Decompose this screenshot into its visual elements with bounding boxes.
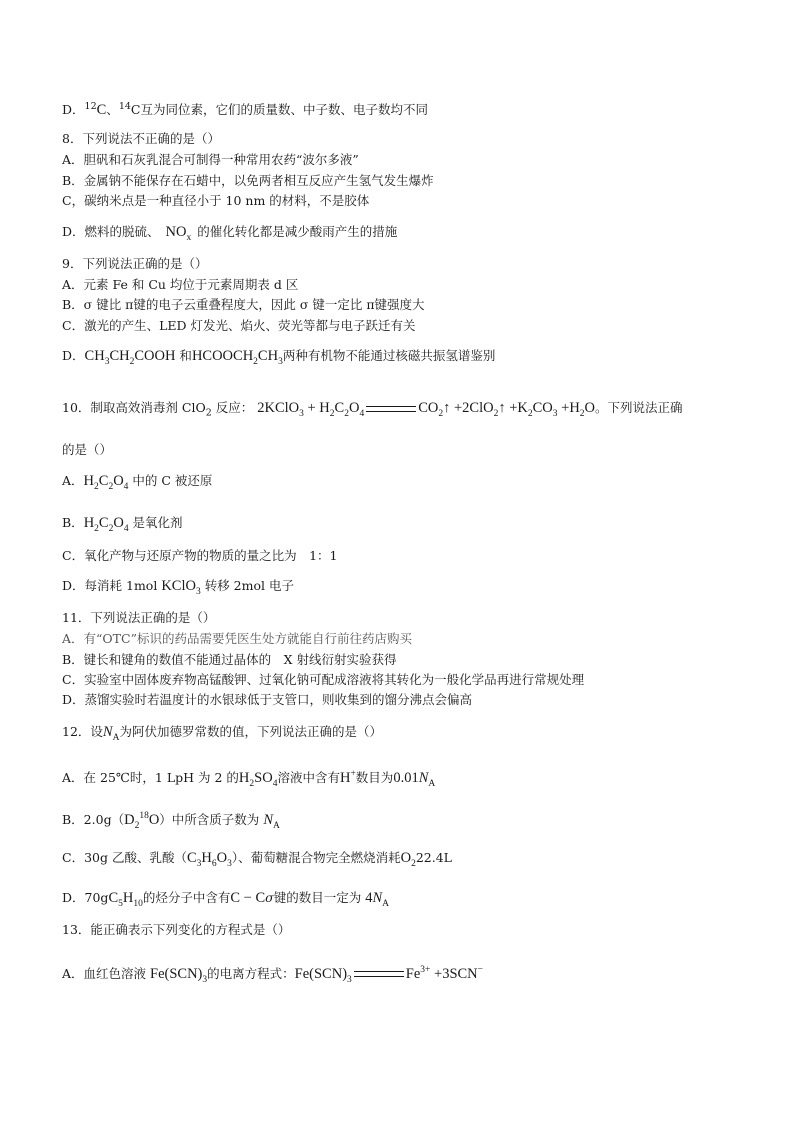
option-11c: C．实验室中固体废弃物高锰酸钾、过氧化钠可配成溶液将其转化为一般化学品再进行常规处理 <box>62 672 585 687</box>
question-8: 8．下列说法不正确的是（） <box>62 131 220 146</box>
option-8c: C，碳纳米点是一种直径小于 10 nm 的材料，不是胶体 <box>62 193 370 208</box>
option-12d: D．$70gC_5H_{10}$的烃分子中含有C − Cσ键的数目一定为 $4N_A$ <box>62 890 389 909</box>
option-11a: A．有“OTC”标识的药品需要凭医生处方就能自行前往药店购买 <box>62 631 412 646</box>
question-10: 10．制取高效消毒剂 ClO$_2$ 反应： 2KClO$_3$ + $H_2C_2O_4$ $CO_2↑$ +2ClO$_2$↑ $+K_2CO_3 +H_2O$。下列说法正确 <box>62 400 683 419</box>
option-8a: A．胆矾和石灰乳混合可制得一种常用农药“波尔多液” <box>62 152 359 167</box>
question-13: 13．能正确表示下列变化的方程式是（） <box>62 922 291 937</box>
option-10b: B．$H_2C_2O_4$ 是氧化剂 <box>62 515 183 534</box>
option-9c: C．激光的产生、LED 灯发光、焰火、荧光等都与电子跃迁有关 <box>62 318 416 333</box>
option-9a: A．元素 Fe 和 Cu 均位于元素周期表 d 区 <box>62 277 299 292</box>
equals-sign <box>366 406 416 412</box>
question-11: 11．下列说法正确的是（） <box>62 610 216 625</box>
question-9: 9．下列说法正确的是（） <box>62 256 208 271</box>
question-10-continued: 的是（） <box>62 442 113 457</box>
option-10d: D．每消耗 1mol KClO$_3$ 转移 2mol 电子 <box>62 578 294 597</box>
option-7d: D．$^{12}$C、$^{14}$C互为同位素，它们的质量数、中子数、电子数均不同 <box>62 101 428 119</box>
option-9b: B．σ 键比 π键的电子云重叠程度大，因此 σ 键一定比 π键强度大 <box>62 297 425 312</box>
question-12: 12．设$N_A$为阿伏加德罗常数的值，下列说法正确的是（） <box>62 724 382 743</box>
option-12c: C．30g 乙酸、乳酸$(C_3H_6O_3)$、葡萄糖混合物完全燃烧消耗$O_222.4L$ <box>62 850 452 869</box>
option-12b: B．$2.0g(D_2^{18}O)$中所含质子数为 $N_A$ <box>62 811 280 831</box>
option-13a: A．血红色溶液 $Fe(SCN)_3$的电离方程式：$Fe(SCN)_3$ $Fe^{3+} +3SCN^-$ <box>62 965 484 985</box>
option-11d: D．蒸馏实验时若温度计的水银球低于支管口，则收集到的馏分沸点会偏高 <box>62 692 473 707</box>
option-8d: D．燃料的脱硫、 $NO_x$ 的催化转化都是减少酸雨产生的措施 <box>62 224 398 243</box>
equals-sign <box>354 971 404 977</box>
option-10c: C．氧化产物与还原产物的物质的量之比为 1：1 <box>62 548 338 563</box>
option-12a: A．在 25℃时，1 LpH 为 2 的$H_2SO_4$溶液中含有H+数目为$0.01N_A$ <box>62 769 436 789</box>
option-8b: B．金属钠不能保存在石蜡中，以免两者相互反应产生氢气发生爆炸 <box>62 173 434 188</box>
option-10a: A．$H_2C_2O_4$ 中的 C 被还原 <box>62 473 213 492</box>
option-11b: B．键长和键角的数值不能通过晶体的 X 射线衍射实验获得 <box>62 652 397 667</box>
option-9d: D．$CH_3CH_2COOH$ 和$HCOOCH_2CH_3$两种有机物不能通过核磁共振氢谱鉴别 <box>62 348 496 367</box>
